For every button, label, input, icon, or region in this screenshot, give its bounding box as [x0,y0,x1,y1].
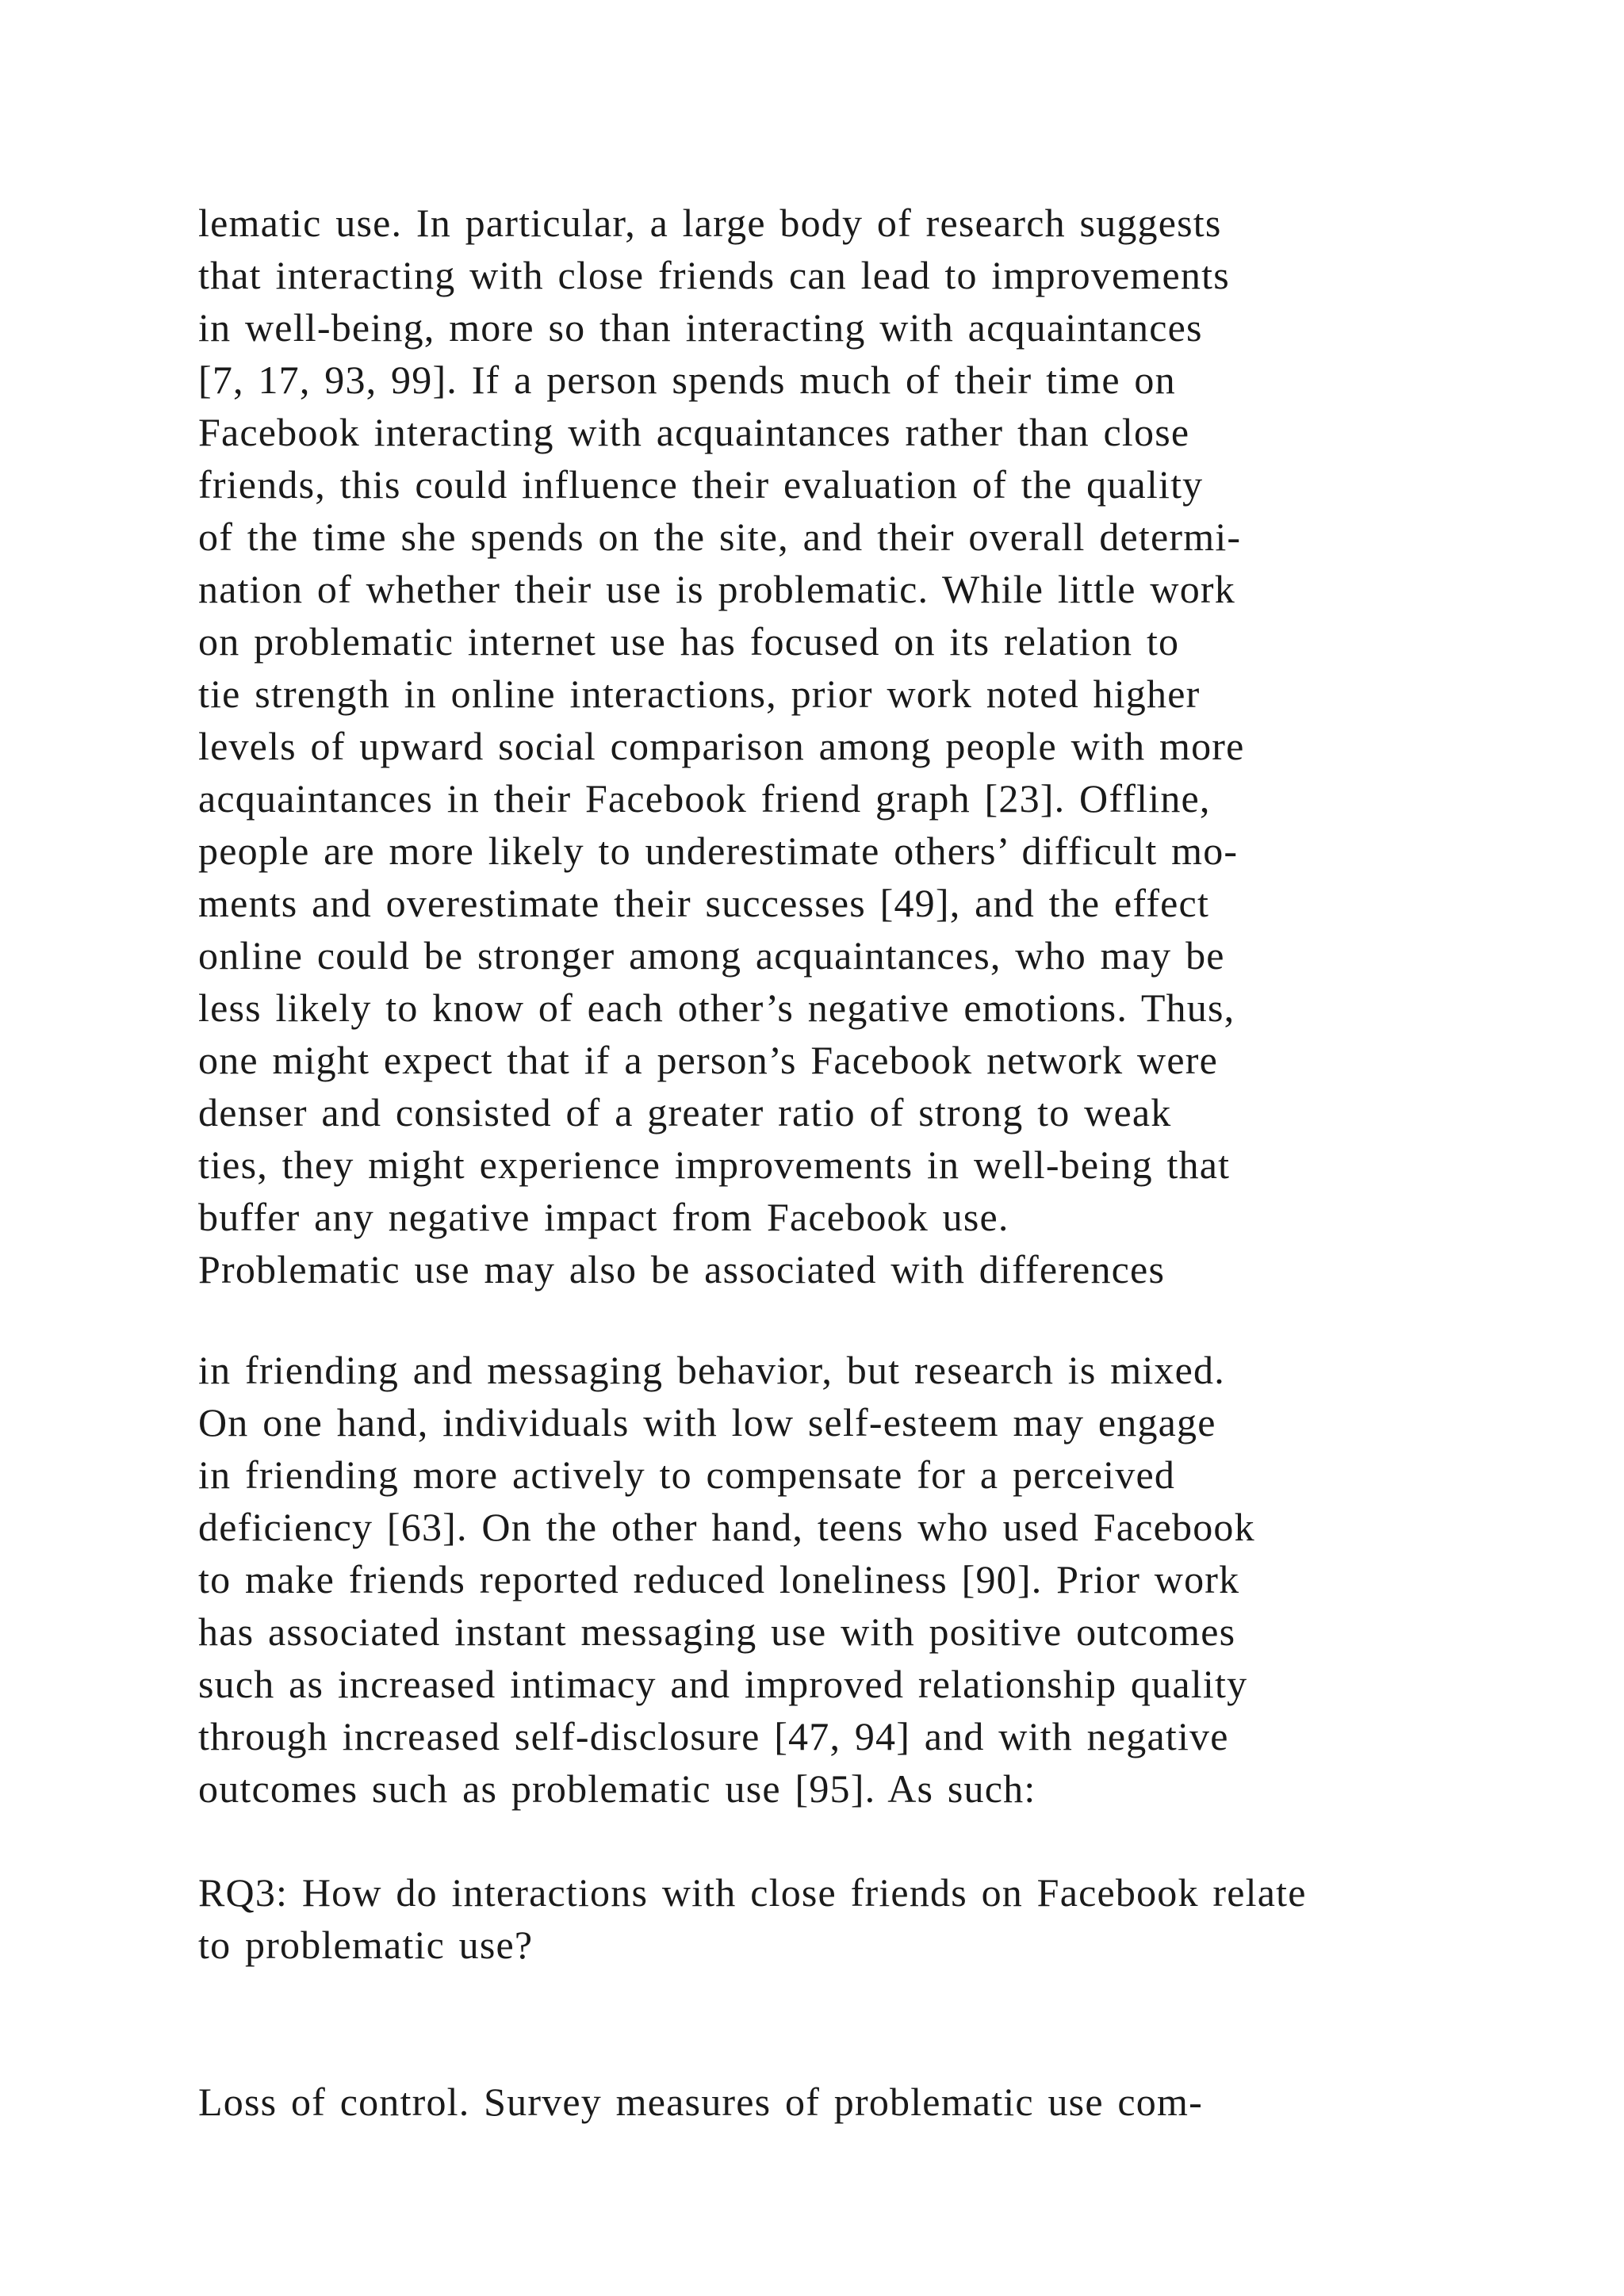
text-line: RQ3: How do interactions with close friends on Facebook relate [198,1870,1307,1915]
text-line: less likely to know of each other’s negative emotions. Thus, [198,985,1235,1030]
text-line: to make friends reported reduced loneliness [90]. Prior work [198,1557,1240,1601]
text-line: buffer any negative impact from Facebook use. [198,1195,1009,1239]
text-line: Facebook interacting with acquaintances rather than close [198,410,1190,454]
text-line: tie strength in online interactions, prior work noted higher [198,672,1201,716]
text-line: to problematic use? [198,1923,534,1967]
text-line: of the time she spends on the site, and their overall determi- [198,515,1242,559]
text-line: such as increased intimacy and improved relationship quality [198,1662,1248,1706]
text-line: acquaintances in their Facebook friend graph [23]. Offline, [198,776,1211,821]
text-line: Loss of control. Survey measures of problematic use com- [198,2080,1203,2124]
text-line: in well-being, more so than interacting with acquaintances [198,305,1203,350]
text-line: deficiency [63]. On the other hand, teens who used Facebook [198,1505,1255,1549]
paragraph-loss-of-control [198,2076,1467,2128]
text-line: Problematic use may also be associated with differences [198,1247,1166,1292]
text-line: lematic use. In particular, a large body of research suggests [198,201,1222,245]
text-line: denser and consisted of a greater ratio of strong to weak [198,1090,1172,1135]
paragraph-friending-messaging [198,1344,1467,1815]
text-line: has associated instant messaging use with positive outcomes [198,1609,1236,1654]
text-line: on problematic internet use has focused on its relation to [198,619,1180,664]
text-line: through increased self-disclosure [47, 94] and with negative [198,1714,1229,1758]
text-line: On one hand, individuals with low self-esteem may engage [198,1400,1216,1445]
text-line: [7, 17, 93, 99]. If a person spends much of their time on [198,358,1176,402]
text-line: friends, this could influence their evaluation of the quality [198,462,1204,507]
text-line: nation of whether their use is problematic. While little work [198,567,1235,611]
text-line: online could be stronger among acquaintances, who may be [198,933,1225,978]
text-line: outcomes such as problematic use [95]. As such: [198,1766,1036,1811]
text-line: people are more likely to underestimate others’ difficult mo- [198,828,1239,873]
research-question-rq3 [198,1866,1467,1971]
text-line: ties, they might experience improvements in well-being that [198,1142,1231,1187]
text-line: levels of upward social comparison among people with more [198,724,1245,768]
paragraph-tie-strength [198,197,1467,1295]
text-line: that interacting with close friends can lead to improvements [198,253,1230,297]
text-line: in friending more actively to compensate for a perceived [198,1452,1176,1497]
text-line: ments and overestimate their successes [49], and the effect [198,881,1210,925]
text-line: one might expect that if a person’s Facebook network were [198,1038,1218,1082]
text-line: in friending and messaging behavior, but research is mixed. [198,1348,1225,1392]
